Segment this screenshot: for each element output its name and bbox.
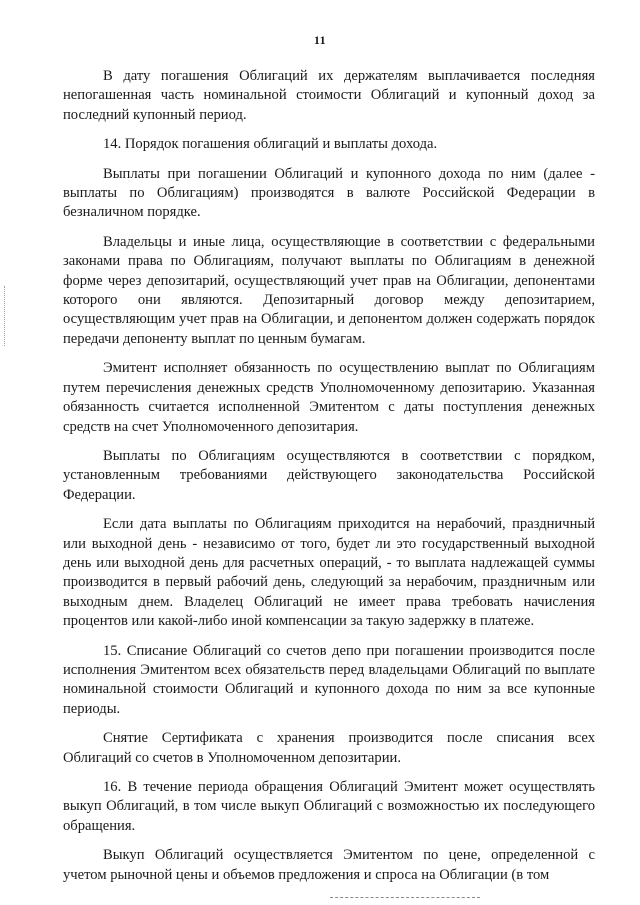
paragraph-issuer-obligation: Эмитент исполняет обязанность по осуществлению выплат по Облигациям путем перечисления денежных средств Уполномоченному депозитарию. Указанная обязанность считается исполненной Эмитентом с даты поступления денежных средств на счет Уполномоченного депозитария. <box>63 360 595 435</box>
page-number: 11 <box>313 33 327 47</box>
section-heading-14: 14. Порядок погашения облигаций и выплаты дохода. <box>103 136 438 153</box>
paragraph-legislation-order: Выплаты по Облигациям осуществляются в соответствии с порядком, установленным требованиями действующего законодательства Российской Федерации. <box>63 447 595 503</box>
paragraph-buyback-price: Выкуп Облигаций осуществляется Эмитентом по цене, определенной с учетом рыночной цены и объемов предложения и спроса на Облигации (в том <box>63 847 595 883</box>
scan-margin-marks <box>4 286 7 346</box>
paragraph-owners-receive-payments: Владельцы и иные лица, осуществляющие в соответствии с федеральными законами права по Облигациям, получают выплаты по Облигациям в денежной форме через депозитарий, осуществляющий учет прав на Облигации, депонентами которого они являются. Депозитарный договор между депозитарием, осуществляющим учет прав на Облигации, и депонентом должен содержать порядок передачи депоненту выплат по ценным бумагам. <box>63 233 595 347</box>
section-15-write-off: 15. Списание Облигаций со счетов депо при погашении производится после исполнения Эмитентом всех обязательств перед владельцами Облигаций по выплате номинальной стоимости Облигаций и купонного дохода по ним за все купонные периоды. <box>63 642 595 717</box>
section-16-buyback: 16. В течение периода обращения Облигаций Эмитент может осуществлять выкуп Облигаций, в том числе выкуп Облигаций с возможностью их последующего обращения. <box>63 779 595 834</box>
paragraph-non-working-day: Если дата выплаты по Облигациям приходится на нерабочий, праздничный или выходной день - независимо от того, будет ли это государственный выходной день или выходной день для расчетных операций, - то выплата надлежащей суммы производится в первый рабочий день, следующий за нерабочим, праздничным или выходным днем. Владелец Облигаций не имеет права требовать начисления процентов или какой-либо иной компенсации за такую задержку в платеже. <box>63 516 595 630</box>
paragraph-payment-currency: Выплаты при погашении Облигаций и купонного дохода по ним (далее - выплаты по Облигациям) производятся в валюте Российской Федерации в безналичном порядке. <box>63 165 595 221</box>
paragraph-certificate-removal: Снятие Сертификата с хранения производится после списания всех Облигаций со счетов в Уполномоченном депозитарии. <box>63 730 595 766</box>
scan-bottom-artifact <box>330 897 480 900</box>
paragraph-bond-maturity-payment: В дату погашения Облигаций их держателям выплачивается последняя непогашенная часть номинальной стоимости Облигаций и купонный доход за последний купонный период. <box>63 68 595 123</box>
document-body <box>63 67 595 895</box>
